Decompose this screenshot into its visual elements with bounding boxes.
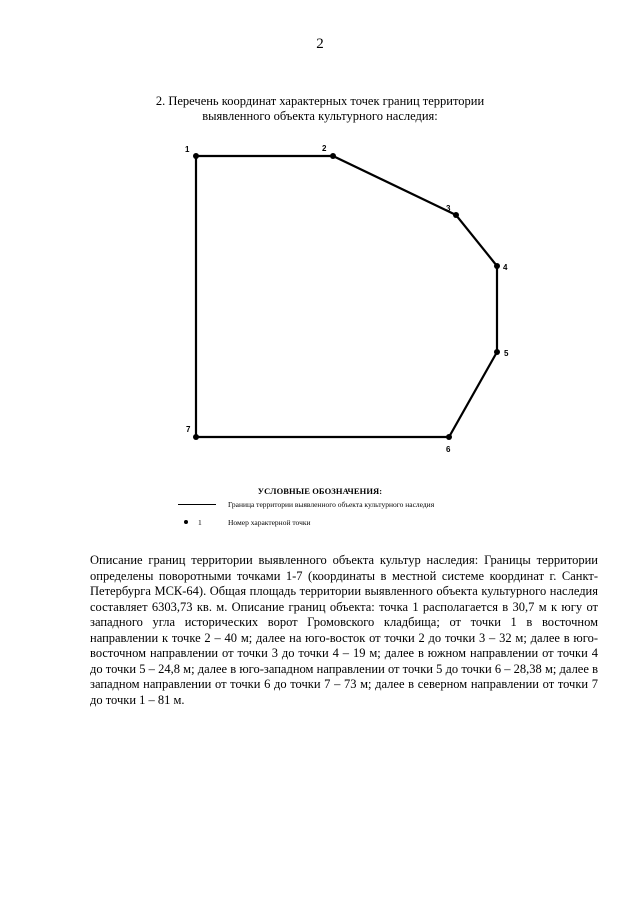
legend-point-row xyxy=(178,516,311,528)
boundary-point-7 xyxy=(193,434,199,440)
point-label-2: 2 xyxy=(322,144,327,153)
boundary-description: Описание границ территории выявленного объекта культур наследия: Границы территории определены поворотными точками 1-7 (координаты в местной системе координат г. Санкт-Петербурга МСК-64). Общая площадь территории выявленного объекта культурного наследия составляет 6303,73 кв. м. Описание границ объекта: точка 1 располагается в 30,7 м к югу от западного угла исторических ворот Громовского кладбища; от точки 1 в восточном направлении к точке 2 – 40 м; далее на юго-восток от точки 2 до точки 3 – 32 м; далее в юго-восточном направлении от точки 3 до точки 4 – 19 м; далее в южном направлении от точки 4 до точки 5 – 24,8 м; далее в юго-западном направлении от точки 5 до точки 6 – 28,38 м; далее в западном направлении от точки 6 до точки 7 – 73 м; далее в северном направлении от точки 7 до точки 1 – 81 м. xyxy=(90,553,598,707)
boundary-point-3 xyxy=(453,212,459,218)
legend-title: УСЛОВНЫЕ ОБОЗНАЧЕНИЯ: xyxy=(257,486,383,496)
boundary-point-1 xyxy=(193,153,199,159)
point-label-6: 6 xyxy=(446,445,451,454)
legend-point-label: Номер характерной точки xyxy=(228,517,311,527)
territory-boundary-polygon xyxy=(196,156,497,437)
section-title-line-1: 2. Перечень координат характерных точек границ территории xyxy=(155,94,485,108)
legend-point-number: 1 xyxy=(198,517,202,527)
point-dot-icon xyxy=(184,520,188,524)
boundary-point-6 xyxy=(446,434,452,440)
point-label-7: 7 xyxy=(186,425,191,434)
legend-boundary-label: Граница территории выявленного объекта культурного наследия xyxy=(228,499,435,509)
page-number: 2 xyxy=(316,36,324,52)
point-label-1: 1 xyxy=(185,145,190,154)
boundary-point-2 xyxy=(330,153,336,159)
boundary-point-5 xyxy=(494,349,500,355)
point-label-4: 4 xyxy=(503,263,508,272)
boundary-point-4 xyxy=(494,263,500,269)
point-label-3: 3 xyxy=(446,204,451,213)
legend-boundary-row xyxy=(178,498,434,510)
point-label-5: 5 xyxy=(504,349,509,358)
boundary-line-symbol xyxy=(178,504,216,505)
point-symbol xyxy=(178,518,216,527)
section-title-line-2: выявленного объекта культурного наследия: xyxy=(202,109,438,123)
